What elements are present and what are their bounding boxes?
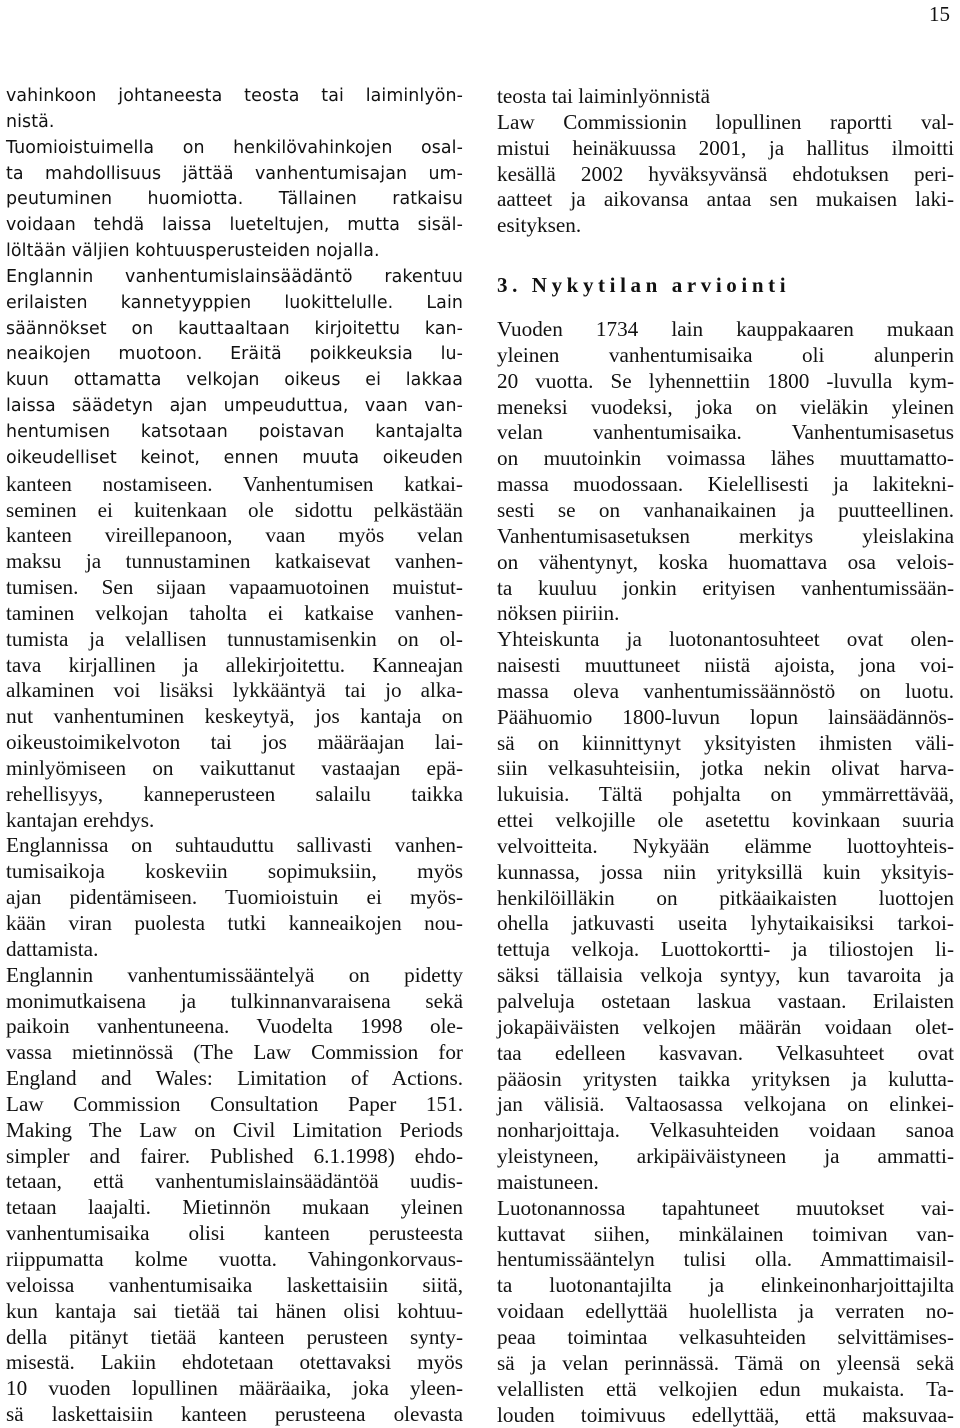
text-line: säännökset on kauttaaltaan kirjoitettu kan-	[6, 317, 463, 343]
text-line: kuun ottamatta velkojan oikeus ei lakkaa	[6, 368, 463, 394]
text-line: taminen velkojan taholta ei katkaise vanhen-	[6, 601, 463, 627]
text-line: simpler and fairer. Published 6.1.1998) ehdo-	[6, 1144, 463, 1170]
text-line: kuttavat siihen, minkälainen toimivan van-	[497, 1222, 954, 1248]
text-line: ta kuuluu jonkin erityisen vanhentumissään-	[497, 576, 954, 602]
text-line: della pitänyt tietää kanteen perusteen synty-	[6, 1325, 463, 1351]
text-line: yleistyneen, arkipäiväistyneen ja ammatti-	[497, 1144, 954, 1170]
text-line: erilaisten kannetyyppien luokittelulle. Lain	[6, 291, 463, 317]
text-line: nonharjoittaja. Velkasuhteiden voidaan sanoa	[497, 1118, 954, 1144]
text-line: ettei velkojille ole asetettu kovinkaan suuria	[497, 808, 954, 834]
text-line: kantajan erehdys.	[6, 808, 463, 834]
text-line: teosta tai laiminlyönnistä	[497, 84, 954, 110]
text-line: tumista ja velallisen tunnustamisenkin on ol-	[6, 627, 463, 653]
text-line: peaa toimintaa velkasuhteiden selvittämises-	[497, 1325, 954, 1351]
text-line: alkaminen voi lisäksi lykkääntyä tai jo alka-	[6, 678, 463, 704]
text-line: ta luotonantajilta ja elinkeinonharjoittajilta	[497, 1273, 954, 1299]
text-line: velvoitteita. Nykyään elämme luottoyhteis-	[497, 834, 954, 860]
text-line: tumisaikoja koskeviin sopimuksiin, myös	[6, 859, 463, 885]
text-line: tettuja velkoja. Luottokortti- ja tiliostojen li-	[497, 937, 954, 963]
text-line: hentumissääntelyn tulisi olla. Ammattimaisil-	[497, 1247, 954, 1273]
text-line: yleinen vanhentumisaika oli alunperin	[497, 343, 954, 369]
text-line: ta mahdollisuus jättää vanhentumisajan um-	[6, 162, 463, 188]
text-line: massa oleva vanhentumissäännöstö on luotu.	[497, 679, 954, 705]
text-line: kesällä 2002 hyväksyvänsä ehdotuksen peri-	[497, 162, 954, 188]
text-line: louden toimivuus edellyttää, että maksuvaa-	[497, 1403, 954, 1428]
text-line: henkilöilläkin on pitkäaikaisten luottojen	[497, 886, 954, 912]
text-line: velan vanhentumisaika. Vanhentumisasetus	[497, 420, 954, 446]
right-body-text	[497, 317, 954, 1428]
text-line: Vanhentumisasetuksen merkitys yleislakina	[497, 524, 954, 550]
left-column	[6, 84, 463, 1428]
text-line: dattamista.	[6, 937, 463, 963]
text-line: säksi tällaisia velkoja syntyy, kun tavaroita ja	[497, 963, 954, 989]
text-line: voidaan tehdä laissa lueteltujen, mutta sisäl-	[6, 213, 463, 239]
text-line: seminen ei kuitenkaan ole sidottu pelkästään	[6, 498, 463, 524]
text-line: oikeustoimikelvoton tai jos määräajan lai-	[6, 730, 463, 756]
text-line: minlyömiseen on vaikuttanut vastaajan epä-	[6, 756, 463, 782]
text-line: mistui heinäkuussa 2001, ja hallitus ilmoitti	[497, 136, 954, 162]
text-line: nistä.	[6, 110, 463, 136]
text-line: on muutoinkin voimassa lähes muuttamatto-	[497, 446, 954, 472]
text-line: tetaan laajalti. Mietinnön mukaan yleinen	[6, 1195, 463, 1221]
text-line: vanhentumisaika olisi kanteen perusteesta	[6, 1221, 463, 1247]
text-line: massa muodossaan. Kielellisesti ja lakitekni-	[497, 472, 954, 498]
text-line: kanteen vireillepanoon, vaan myös velan	[6, 523, 463, 549]
text-line: aatteet ja aikovansa antaa sen mukaisen laki-	[497, 187, 954, 213]
text-line: rehellisyys, kanneperusteen salailu taikka	[6, 782, 463, 808]
section-heading: 3. Nykytilan arviointi	[497, 267, 954, 303]
text-line: ohella jatkuvasti useita lyhytaikaisiksi tarkoi-	[497, 911, 954, 937]
text-line: esityksen.	[497, 213, 954, 239]
text-line: tetaan, että vanhentumislainsäädäntöä uudis-	[6, 1169, 463, 1195]
text-line: jan välisiä. Valtaosassa velkojana on elinkei-	[497, 1092, 954, 1118]
text-line: neaikojen muotoon. Eräitä poikkeuksia lu-	[6, 342, 463, 368]
text-line: ajan pidentämiseen. Tuomioistuin ei myös-	[6, 885, 463, 911]
text-line: on vähentynyt, koska huomattava osa velois-	[497, 550, 954, 576]
text-line: Making The Law on Civil Limitation Periods	[6, 1118, 463, 1144]
text-line: kunnassa, jossa niin yrityksillä kuin yksityis-	[497, 860, 954, 886]
text-line: vahinkoon johtaneesta teosta tai laiminlyön-	[6, 84, 463, 110]
text-line: Law Commission Consultation Paper 151.	[6, 1092, 463, 1118]
right-intro-paragraph	[497, 84, 954, 239]
text-line: Tuomioistuimella on henkilövahinkojen osal-	[6, 136, 463, 162]
text-line: Englannin vanhentumissääntelyä on pidetty	[6, 963, 463, 989]
text-line: sä ja velan perinnässä. Tämä on yleensä sekä	[497, 1351, 954, 1377]
text-line: laissa säädetyn ajan umpeuduttua, vaan van-	[6, 394, 463, 420]
text-line: Yhteiskunta ja luotonantosuhteet ovat olen-	[497, 627, 954, 653]
text-line: sä on kiinnittynyt yksityisten ihmisten väli-	[497, 731, 954, 757]
text-line: vassa mietinnössä (The Law Commission for	[6, 1040, 463, 1066]
text-line: Päähuomio 1800-luvun lopun lainsäädännös-	[497, 705, 954, 731]
text-line: pääosin yritysten taikka yrityksen ja kulutta-	[497, 1067, 954, 1093]
text-line: 10 vuoden lopullinen määräaika, joka yleen-	[6, 1376, 463, 1402]
text-line: Vuoden 1734 lain kauppakaaren mukaan	[497, 317, 954, 343]
text-line: nut vanhentuminen keskeytyä, jos kantaja on	[6, 704, 463, 730]
text-line: maistuneen.	[497, 1170, 954, 1196]
text-line: oikeudelliset keinot, ennen muuta oikeuden	[6, 446, 463, 472]
text-line: maksu ja tunnustaminen katkaisevat vanhen-	[6, 549, 463, 575]
text-line: tava kirjallinen ja allekirjoitettu. Kanneajan	[6, 653, 463, 679]
text-line: voidaan edellyttää huolellista ja verraten no-	[497, 1299, 954, 1325]
text-line: tumisen. Sen sijaan vapaamuotoinen muistut-	[6, 575, 463, 601]
text-line: Luotonannossa tapahtuneet muutokset vai-	[497, 1196, 954, 1222]
text-line: peutuminen huomiotta. Tällainen ratkaisu	[6, 187, 463, 213]
text-line: taa edelleen kasvavan. Velkasuhteet ovat	[497, 1041, 954, 1067]
text-line: hentumisen katsotaan poistavan kantajalta	[6, 420, 463, 446]
text-line: 20 vuotta. Se lyhennettiin 1800 -luvulla kym-	[497, 369, 954, 395]
text-line: löltään väljien kohtuusperusteiden nojalla.	[6, 239, 463, 265]
text-line: siin velkasuhteisiin, jotka nekin olivat harva-	[497, 756, 954, 782]
text-line: Englannissa on suhtauduttu sallivasti vanhen-	[6, 833, 463, 859]
page-number: 15	[929, 2, 950, 26]
right-column	[497, 84, 954, 1428]
text-line: sesti se on vanhanaikainen ja puutteellinen.	[497, 498, 954, 524]
text-line: velallisten että velkojien edun mukaista. Ta-	[497, 1377, 954, 1403]
text-line: jokapäiväisten velkojen määrän voidaan olet-	[497, 1015, 954, 1041]
text-line: palveluja ostetaan laskua vastaan. Erilaisten	[497, 989, 954, 1015]
text-line: paikoin vanhentuneena. Vuodelta 1998 ole-	[6, 1014, 463, 1040]
text-line: meneksi vuodeksi, joka on vieläkin yleinen	[497, 395, 954, 421]
text-line: riippumatta kolme vuotta. Vahingonkorvaus-	[6, 1247, 463, 1273]
text-line: kään viran puolesta tutki kanneaikojen nou-	[6, 911, 463, 937]
text-line: Law Commissionin lopullinen raportti val-	[497, 110, 954, 136]
text-line: kun kantaja sai tietää tai hänen olisi kohtuu-	[6, 1299, 463, 1325]
text-line: England and Wales: Limitation of Actions.	[6, 1066, 463, 1092]
text-line: kanteen nostamiseen. Vanhentumisen katkai-	[6, 472, 463, 498]
text-line: misestä. Lakiin ehdotetaan otettavaksi myös	[6, 1350, 463, 1376]
text-line: naisesti muuttuneet niistä ajoista, jona voi-	[497, 653, 954, 679]
text-line: veloissa vanhentumisaika laskettaisiin siitä,	[6, 1273, 463, 1299]
text-line: lukuisia. Tältä pohjalta on ymmärrettävää,	[497, 782, 954, 808]
text-line: nöksen piiriin.	[497, 601, 954, 627]
text-line: Englannin vanhentumislainsäädäntö rakentuu	[6, 265, 463, 291]
text-line: sä laskettaisiin kanteen perusteena olevasta	[6, 1402, 463, 1428]
text-line: monimutkaisena ja tulkinnanvaraisena sekä	[6, 989, 463, 1015]
